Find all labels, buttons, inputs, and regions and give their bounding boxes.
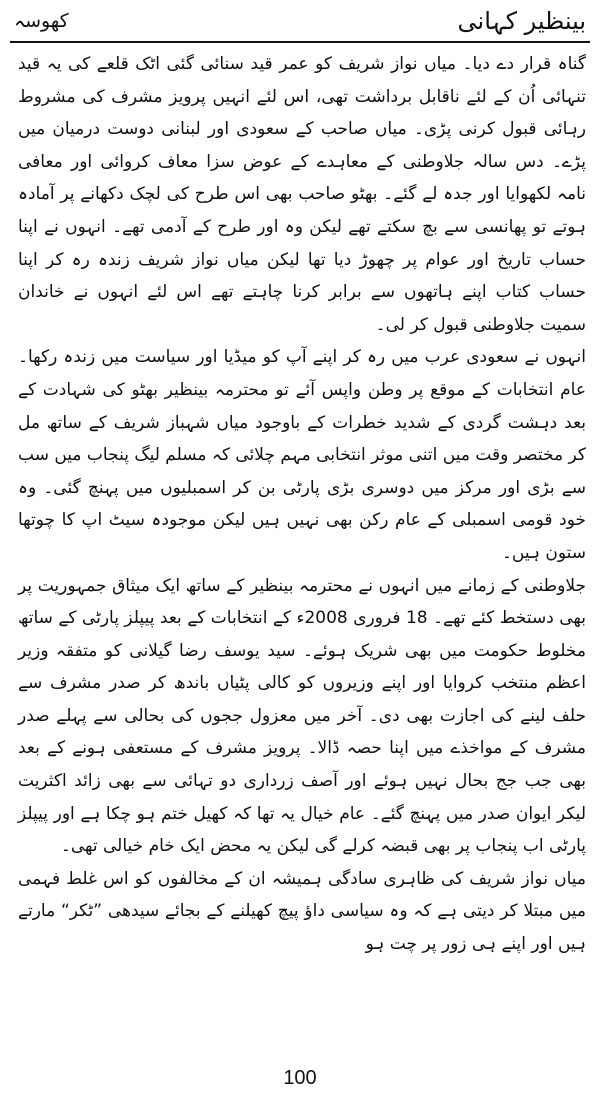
book-title: بینظیر کہانی bbox=[457, 7, 586, 35]
paragraph: میاں نواز شریف کی ظاہری سادگی ہمیشہ ان کے مخالفوں کو اس غلط فہمی میں مبتلا کر دیتی ہے کہ وہ سیاسی داؤ پیچ کھیلنے کے بجائے سیدھی ”ٹکر“ مارتے ہیں اور اپنے ہی زور پر چت ہو bbox=[18, 868, 586, 955]
paragraph: گناہ قرار دے دیا۔ میاں نواز شریف کو عمر قید سنائی گئی اٹک قلعے کی یہ قید تنہائی اُن کے لئے ناقابل برداشت تھی، اس لئے انہیں پرویز مشرف کی مشروط رہائی قبول کرنی پڑی۔ میاں صاحب کے سعودی اور لبنانی دوست درمیان میں پڑے۔ دس سالہ جلاوطنی کے معاہدے کے عوض سزا معاف کروائی اور معافی نامہ لکھوایا اور جدہ لے گئے۔ بھٹو صاحب بھی اس طرح کی لچک دکھانے پر آمادہ ہوتے تو پھانسی سے بچ سکتے تھے لیکن وہ اور طرح کے آدمی تھے۔ انہوں نے اپنا حساب تاریخ اور عوام پر چھوڑ دیا تھا لیکن میاں نواز شریف زندہ رہ کر اپنا حساب کتاب اپنے ہاتھوں سے برابر کرنا چاہتے تھے اس لئے انہوں نے خاندان سمیت جلاوطنی قبول کر لی۔ bbox=[18, 54, 586, 335]
page-number: 100 bbox=[283, 1067, 317, 1089]
paragraph: جلاوطنی کے زمانے میں انہوں نے محترمہ بینظیر کے ساتھ ایک میثاق جمہوریت پر بھی دستخط کئے تھے۔ 18 فروری 2008ء کے انتخابات کے بعد پیپلز پارٹی کے ساتھ مخلوط حکومت میں بھی شریک ہوئے۔ سید یوسف رضا گیلانی کو متفقہ وزیر اعظم منتخب کروایا اور اپنے وزیروں کو کالی پٹیاں باندھ کر صدر مشرف سے حلف لینے کی اجازت بھی دی۔ آخر میں معزول ججوں کی بحالی سے پہلے صدر مشرف کے مواخذے میں اپنا حصہ ڈالا۔ پرویز مشرف کے مستعفی ہونے کے بعد بھی جب جج بحال نہیں ہوئے اور آصف زرداری دو تہائی سے بھی زائد اکثریت لیکر ایوان صدر میں پہنچ گئے۔ عام خیال یہ تھا کہ کھیل ختم ہو چکا ہے اور پیپلز پارٹی اب پنجاب پر بھی قبضہ کرلے گی لیکن یہ محض ایک خام خیالی تھی۔ bbox=[18, 575, 586, 857]
running-header bbox=[14, 4, 586, 38]
body-text bbox=[18, 48, 586, 961]
header-rule bbox=[10, 41, 590, 43]
author-name: کھوسہ bbox=[14, 10, 69, 32]
paragraph: انہوں نے سعودی عرب میں رہ کر اپنے آپ کو میڈیا اور سیاست میں زندہ رکھا۔ عام انتخابات کے موقع پر وطن واپس آئے تو محترمہ بینظیر بھٹو کی شہادت کے بعد دہشت گردی کے شدید خطرات کے باوجود میاں شہباز شریف کے ساتھ مل کر مختصر وقت میں اتنی موثر انتخابی مہم چلائی کہ مسلم لیگ پنجاب میں سب سے بڑی اور مرکز میں دوسری بڑی پارٹی بن کر اسمبلیوں میں پہنچ گئی۔ وہ خود قومی اسمبلی کے عام رکن بھی نہیں ہیں لیکن موجودہ سیٹ اپ کا چوتھا ستون ہیں۔ bbox=[18, 347, 586, 563]
